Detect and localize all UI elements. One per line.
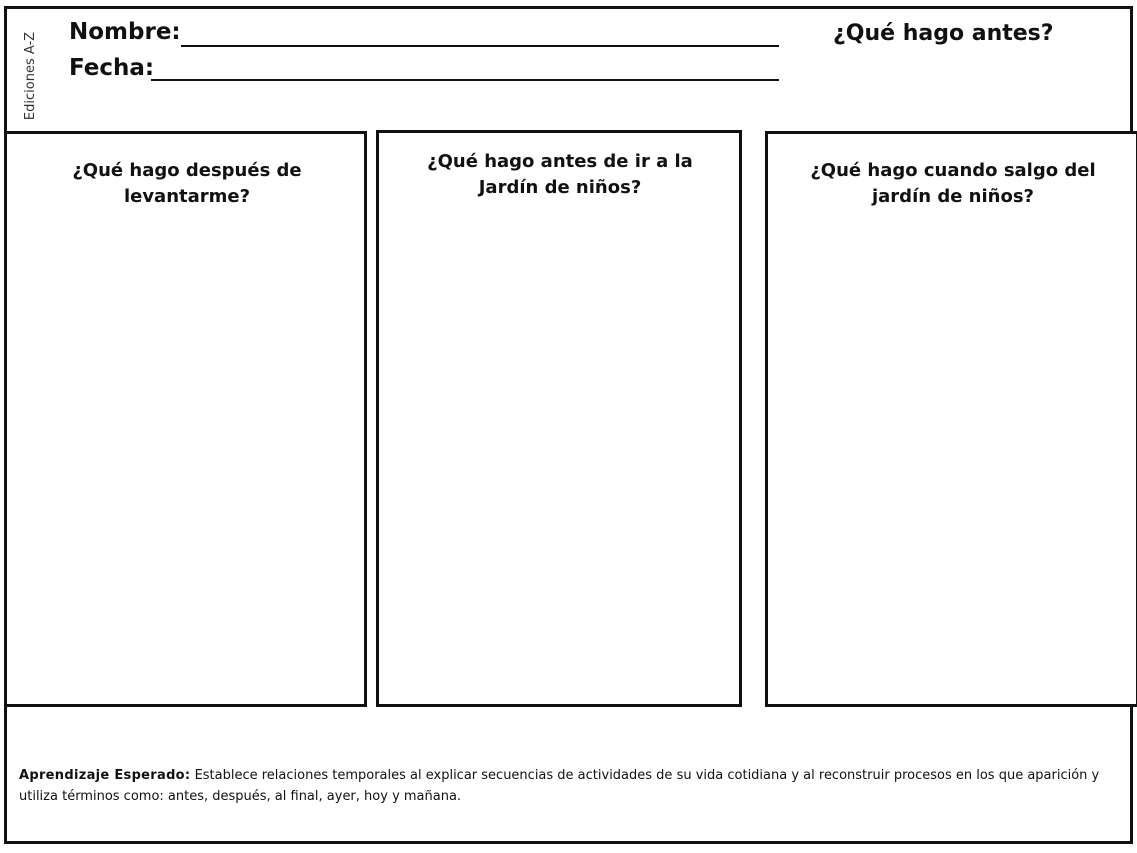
box-question: ¿Qué hago después de levantarme? xyxy=(72,160,302,207)
expected-learning-label: Aprendizaje Esperado: xyxy=(19,768,191,783)
name-label: Nombre: xyxy=(69,19,181,45)
worksheet-title: ¿Qué hago antes? xyxy=(833,21,1054,46)
date-line[interactable] xyxy=(151,79,779,81)
box-question: ¿Qué hago cuando salgo del jardín de niños? xyxy=(810,160,1096,207)
answer-box-before-school[interactable] xyxy=(376,130,742,707)
worksheet xyxy=(4,6,1133,844)
answer-box-after-school[interactable] xyxy=(765,131,1137,707)
box-question: ¿Qué hago antes de ir a la Jardín de niños? xyxy=(427,151,693,198)
answer-box-after-waking[interactable] xyxy=(4,131,367,707)
name-line[interactable] xyxy=(181,45,779,47)
expected-learning xyxy=(19,765,1119,807)
date-label: Fecha: xyxy=(69,55,155,81)
publisher-label: Ediciones A-Z xyxy=(23,31,38,121)
expected-learning-text: Establece relaciones temporales al explicar secuencias de actividades de su vida cotidiana y al reconstruir procesos en los que aparición y utiliza términos como: antes, después, al final, ayer, hoy y mañana. xyxy=(19,768,1100,804)
